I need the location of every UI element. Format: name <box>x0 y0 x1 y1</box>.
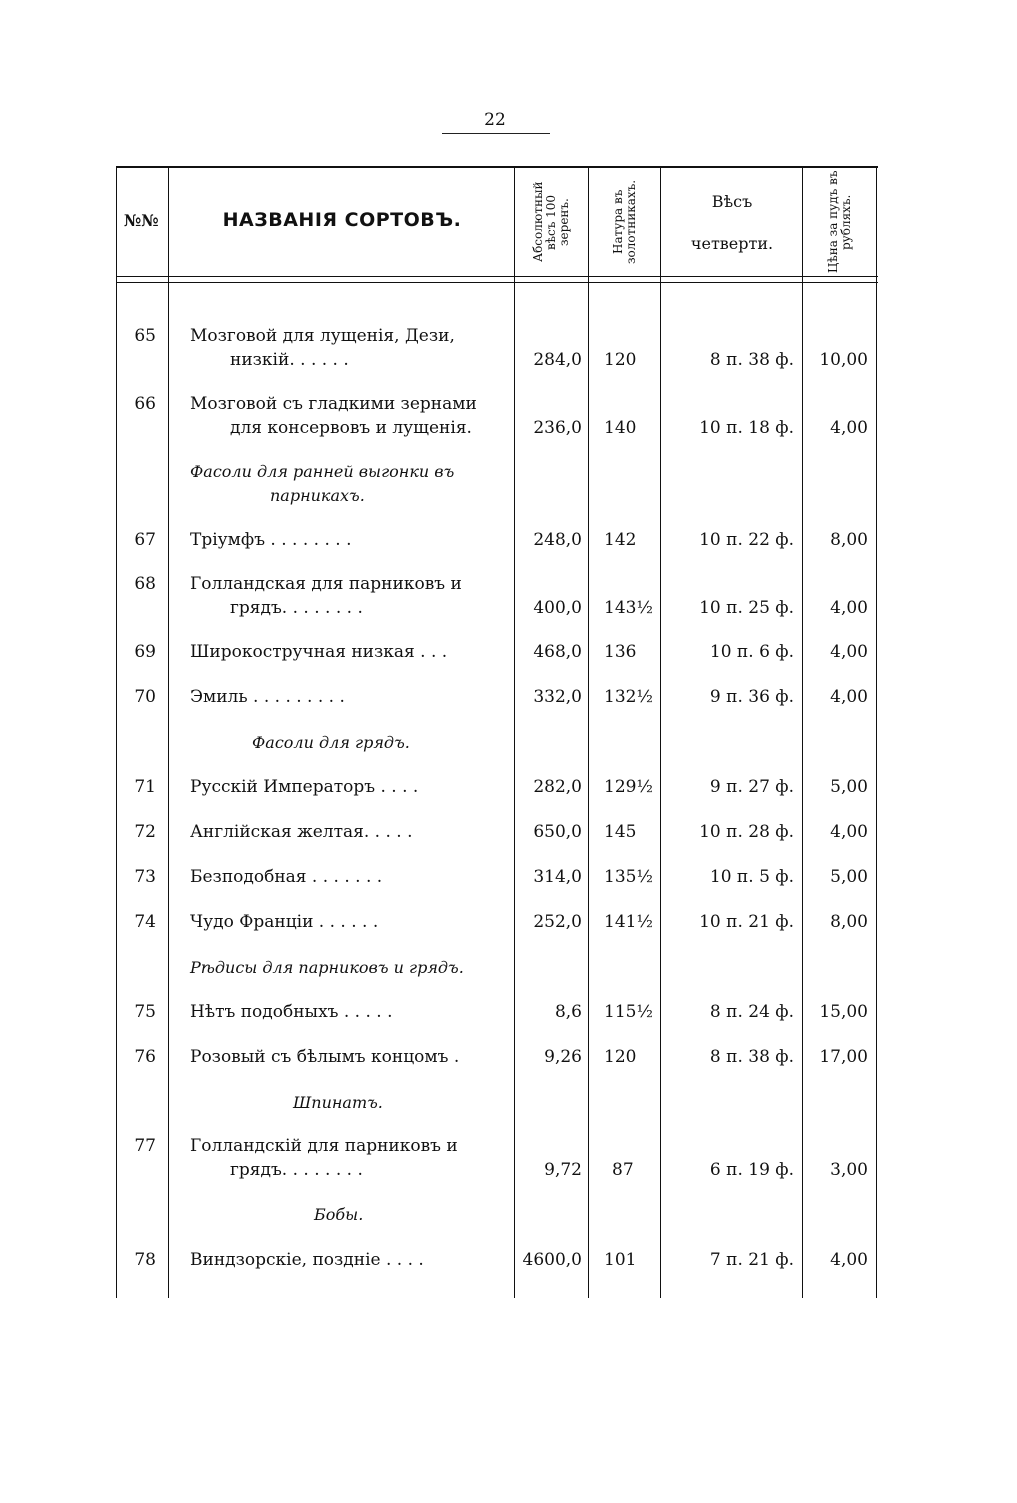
variety-name: Мозговой для лущенія, Дези, <box>190 326 455 346</box>
abs-weight: 8,6 <box>554 1002 582 1022</box>
quarter-weight: 9 п. 27 ф. <box>709 777 794 797</box>
row-number: 71 <box>134 777 156 797</box>
row-number: 65 <box>134 326 156 346</box>
price: 10,00 <box>819 350 868 370</box>
price: 4,00 <box>830 822 868 842</box>
row-number: 70 <box>134 687 156 707</box>
row-number: 73 <box>134 867 156 887</box>
quarter-weight: 10 п. 25 ф. <box>699 598 794 618</box>
price: 8,00 <box>830 912 868 932</box>
variety-name: Розовый съ бѣлымъ концомъ . <box>190 1047 460 1067</box>
row-number: 78 <box>134 1250 156 1270</box>
abs-weight: 400,0 <box>533 598 582 618</box>
header-rule <box>116 276 878 277</box>
abs-weight: 284,0 <box>533 350 582 370</box>
variety-name-cont: грядъ. . . . . . . . <box>230 1160 363 1180</box>
natura: 136 <box>604 642 637 662</box>
header-variety-names: НАЗВАНІЯ СОРТОВЪ. <box>222 209 462 231</box>
abs-weight: 9,26 <box>544 1047 582 1067</box>
quarter-weight: 6 п. 19 ф. <box>709 1160 794 1180</box>
quarter-weight: 10 п. 21 ф. <box>699 912 794 932</box>
quarter-weight: 10 п. 18 ф. <box>699 418 794 438</box>
abs-weight: 9,72 <box>544 1160 582 1180</box>
price: 17,00 <box>819 1047 868 1067</box>
row-number: 66 <box>134 394 156 414</box>
column-divider <box>168 166 169 1298</box>
section-heading: Фасоли для грядъ. <box>252 733 410 752</box>
abs-weight: 4600,0 <box>522 1250 582 1270</box>
column-divider <box>514 166 515 1298</box>
quarter-weight: 10 п. 5 ф. <box>709 867 794 887</box>
quarter-weight: 9 п. 36 ф. <box>709 687 794 707</box>
price: 4,00 <box>830 687 868 707</box>
natura: 140 <box>604 418 637 438</box>
abs-weight: 248,0 <box>533 530 582 550</box>
variety-name: Голландская для парниковъ и <box>190 574 462 594</box>
natura: 87 <box>612 1160 634 1180</box>
natura: 143½ <box>604 598 653 618</box>
natura: 132½ <box>604 687 653 707</box>
price: 4,00 <box>830 598 868 618</box>
quarter-weight: 8 п. 38 ф. <box>709 350 794 370</box>
section-heading: Шпинатъ. <box>293 1093 383 1112</box>
row-number: 75 <box>134 1002 156 1022</box>
natura: 142 <box>604 530 637 550</box>
natura: 101 <box>604 1250 637 1270</box>
price: 8,00 <box>830 530 868 550</box>
variety-name: Эмиль . . . . . . . . . <box>190 687 345 707</box>
row-number: 76 <box>134 1047 156 1067</box>
header-price: Цѣна за пудъ въ рубляхъ. <box>825 170 853 274</box>
variety-name: Тріумфъ . . . . . . . . <box>190 530 352 550</box>
row-number: 69 <box>134 642 156 662</box>
quarter-weight: 10 п. 28 ф. <box>699 822 794 842</box>
variety-name: Русскій Императоръ . . . . <box>190 777 419 797</box>
quarter-weight: 7 п. 21 ф. <box>709 1250 794 1270</box>
abs-weight: 282,0 <box>533 777 582 797</box>
price: 5,00 <box>830 867 868 887</box>
natura: 120 <box>604 1047 637 1067</box>
natura: 141½ <box>604 912 653 932</box>
abs-weight: 650,0 <box>533 822 582 842</box>
natura: 120 <box>604 350 637 370</box>
header-absolute-weight: Абсолютный вѣсъ 100 зеренъ. <box>531 181 571 263</box>
abs-weight: 332,0 <box>533 687 582 707</box>
variety-name-cont: для консервовъ и лущенія. <box>230 418 472 438</box>
quarter-weight: 8 п. 38 ф. <box>709 1047 794 1067</box>
natura: 135½ <box>604 867 653 887</box>
natura: 129½ <box>604 777 653 797</box>
quarter-weight: 8 п. 24 ф. <box>709 1002 794 1022</box>
row-number: 74 <box>134 912 156 932</box>
header-natura: Натура въ золотникахъ. <box>610 179 638 265</box>
variety-name: Нѣтъ подобныхъ . . . . . <box>190 1002 393 1022</box>
variety-name: Широкостручная низкая . . . <box>190 642 448 662</box>
row-number: 72 <box>134 822 156 842</box>
row-number: 77 <box>134 1136 156 1156</box>
section-heading: Фасоли для ранней выгонки въ <box>190 462 455 481</box>
header-weight-title: Вѣсъ <box>711 192 753 211</box>
variety-name-cont: грядъ. . . . . . . . <box>230 598 363 618</box>
variety-name: Мозговой съ гладкими зернами <box>190 394 477 414</box>
abs-weight: 468,0 <box>533 642 582 662</box>
page-number-rule <box>442 133 550 134</box>
variety-name: Виндзорскіе, поздніе . . . . <box>190 1250 424 1270</box>
variety-name: Чудо Франціи . . . . . . <box>190 912 379 932</box>
price: 5,00 <box>830 777 868 797</box>
row-number: 68 <box>134 574 156 594</box>
table-border-right <box>876 166 877 1298</box>
row-number: 67 <box>134 530 156 550</box>
price: 4,00 <box>830 418 868 438</box>
column-divider <box>588 166 589 1298</box>
variety-name-cont: низкій. . . . . . <box>230 350 349 370</box>
section-heading-cont: парникахъ. <box>270 486 365 505</box>
section-heading: Бобы. <box>314 1205 364 1224</box>
column-divider <box>802 166 803 1298</box>
natura: 115½ <box>604 1002 653 1022</box>
price: 3,00 <box>830 1160 868 1180</box>
natura: 145 <box>604 822 637 842</box>
variety-name: Голландскій для парниковъ и <box>190 1136 458 1156</box>
price: 4,00 <box>830 642 868 662</box>
abs-weight: 314,0 <box>533 867 582 887</box>
page-number: 22 <box>484 110 506 130</box>
variety-name: Англійская желтая. . . . . <box>190 822 413 842</box>
header-number: №№ <box>124 211 159 230</box>
price: 4,00 <box>830 1250 868 1270</box>
abs-weight: 236,0 <box>533 418 582 438</box>
column-divider <box>660 166 661 1298</box>
quarter-weight: 10 п. 6 ф. <box>709 642 794 662</box>
variety-name: Безподобная . . . . . . . <box>190 867 383 887</box>
abs-weight: 252,0 <box>533 912 582 932</box>
header-rule-double <box>116 282 878 283</box>
quarter-weight: 10 п. 22 ф. <box>699 530 794 550</box>
header-weight-sub: четверти. <box>690 234 774 253</box>
table-top-rule <box>116 166 878 168</box>
price: 15,00 <box>819 1002 868 1022</box>
section-heading: Рѣдисы для парниковъ и грядъ. <box>190 958 464 977</box>
